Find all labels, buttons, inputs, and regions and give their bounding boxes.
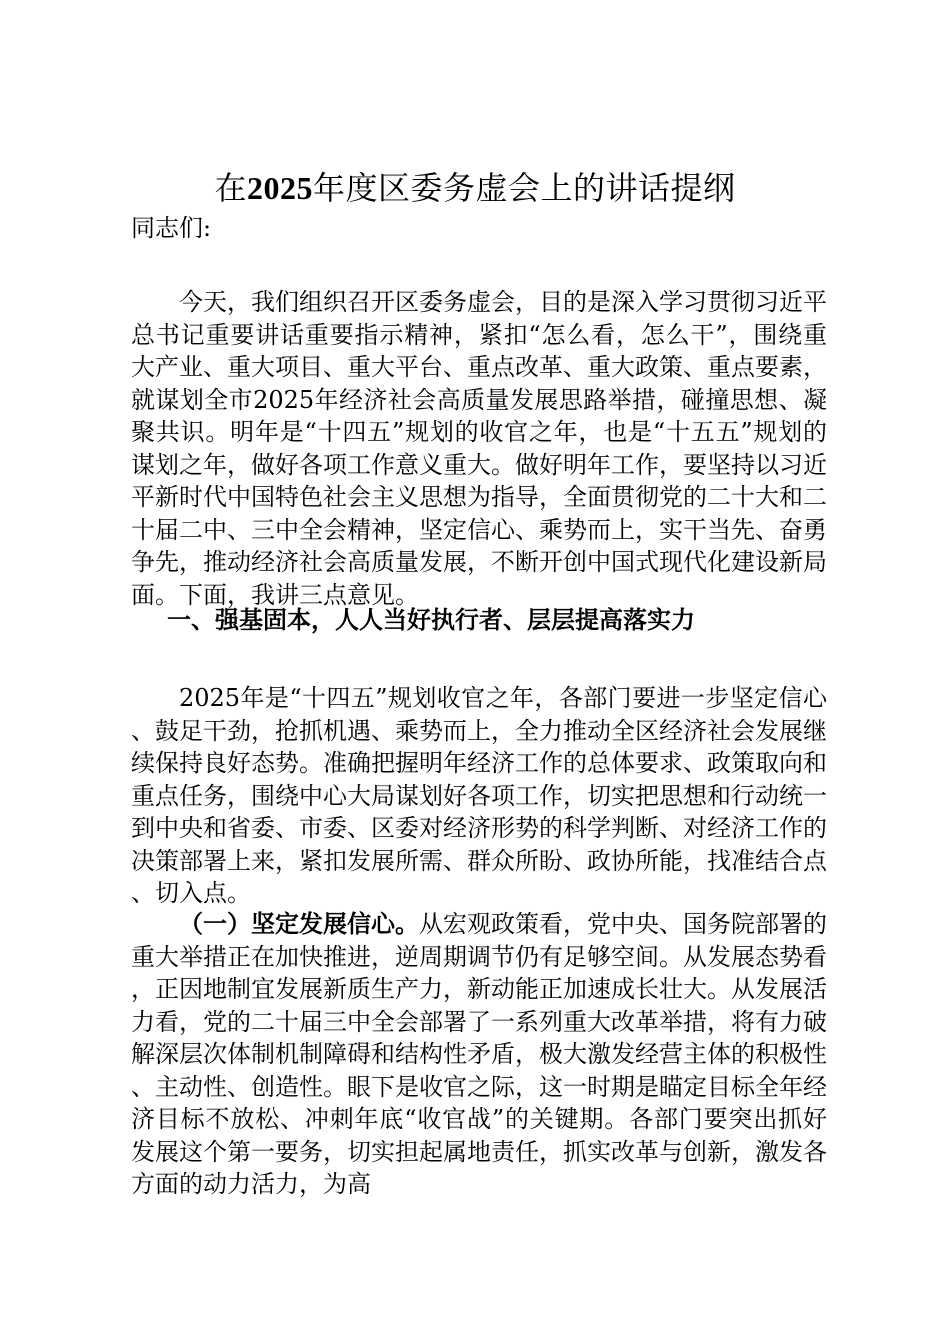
- section1-paragraph: 2025年是“十四五”规划收官之年，各部门要进一步坚定信心、鼓足干劲，抢抓机遇、乘势而上，全力推动全区经济社会发展继续保持良好态势。准确把握明年经济工作的总体要求、政策取向和重点任务，围绕中心大局谋划好各项工作，切实把思想和行动统一到中央和省委、市委、区委对经济形势的科学判断、对经济工作的决策部署上来，紧扣发展所需、群众所盼、政协所能，找准结合点、切入点。: [131, 684, 827, 907]
- title-prefix: 在: [214, 169, 247, 207]
- subsection1-lead: （一）坚定发展信心。: [179, 910, 419, 938]
- title-year: 2025: [247, 170, 313, 206]
- section-heading-1: 一、强基固本，人人当好执行者、层层提高落实力: [167, 606, 695, 634]
- intro-paragraph: 今天，我们组织召开区委务虚会，目的是深入学习贯彻习近平总书记重要讲话重要指示精神，紧扣“怎么看，怎么干”，围绕重大产业、重大项目、重大平台、重点改革、重大政策、重点要素，就谋划全市2025年经济社会高质量发展思路举措，碰撞思想、凝聚共识。明年是“十四五”规划的收官之年，也是“十五五”规划的谋划之年，做好各项工作意义重大。做好明年工作，要坚持以习近平新时代中国特色社会主义思想为指导，全面贯彻党的二十大和二十届二中、三中全会精神，坚定信心、乘势而上，实干当先、奋勇争先，推动经济社会高质量发展，不断开创中国式现代化建设新局面。下面，我讲三点意见。: [131, 288, 827, 609]
- document-title: [0, 166, 950, 210]
- title-suffix: 年度区委务虚会上的讲话提纲: [313, 169, 736, 207]
- subsection1-paragraph: [131, 908, 827, 1201]
- salutation: 同志们:: [131, 214, 212, 242]
- subsection1-body: 从宏观政策看，党中央、国务院部署的重大举措正在加快推进，逆周期调节仍有足够空间。从发展态势看，正因地制宜发展新质生产力，新动能正加速成长壮大。从发展活力看，党的二十届三中全会部署了一系列重大改革举措，将有力破解深层次体制机制障碍和结构性矛盾，极大激发经营主体的积极性、主动性、创造性。眼下是收官之际，这一时期是瞄定目标全年经济目标不放松、冲刺年底“收官战”的关键期。各部门要突出抓好发展这个第一要务，切实担起属地责任，抓实改革与创新，激发各方面的动力活力，为高: [131, 910, 827, 1198]
